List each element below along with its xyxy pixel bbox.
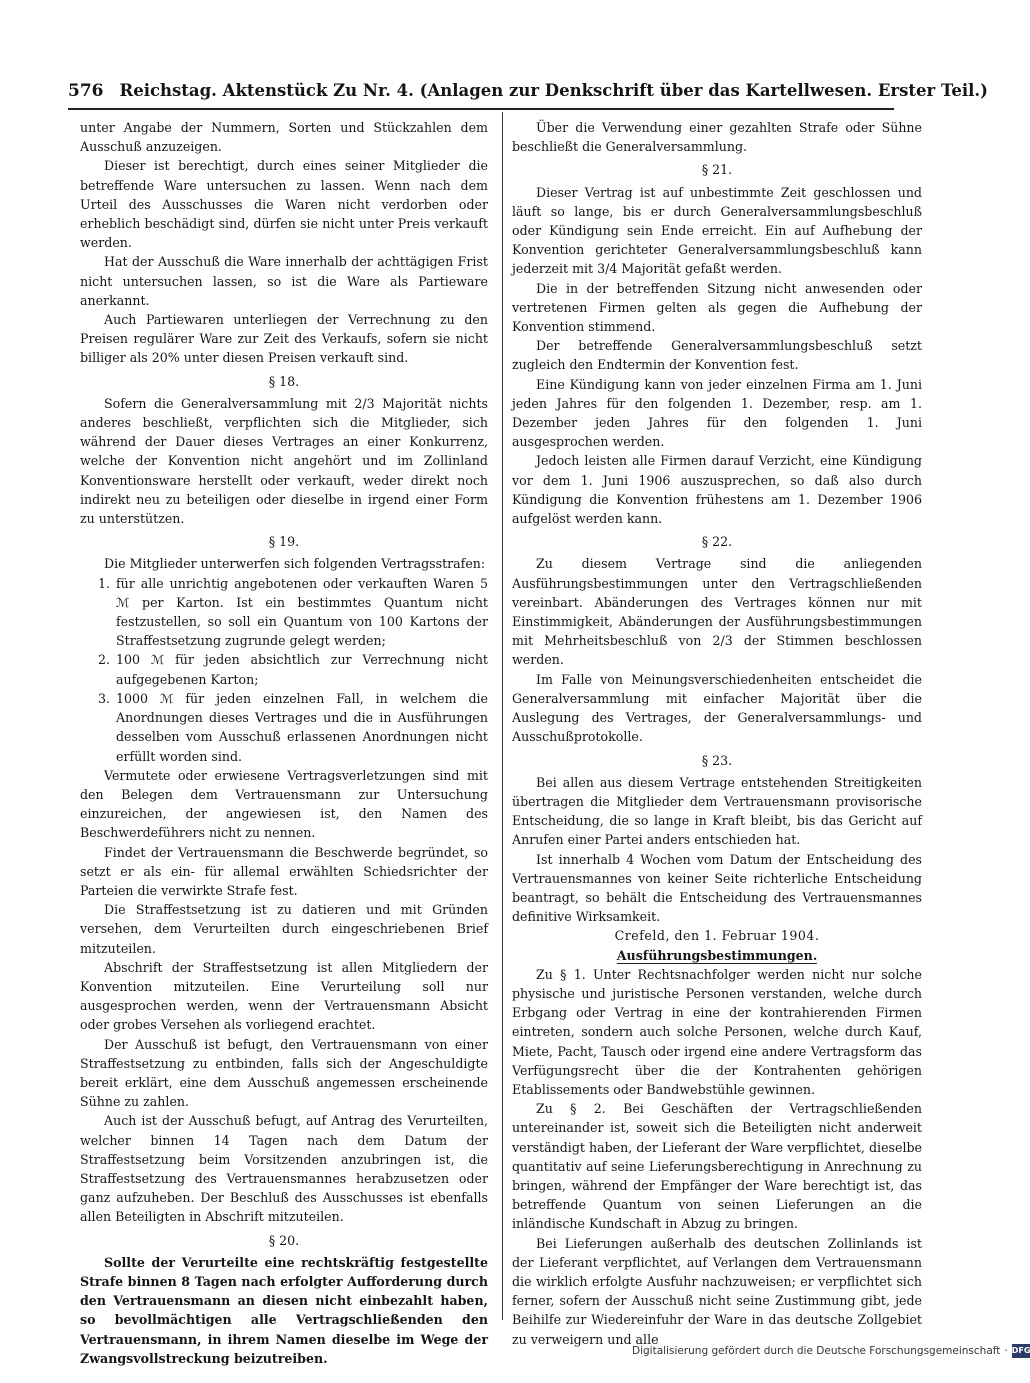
paragraph-sign-heading: § 19.	[268, 534, 300, 550]
paragraph: Die Mitglieder unterwerfen sich folgenden Vertragsstrafen:	[104, 556, 486, 572]
paragraph: Zu § 1. Unter Rechtsnachfolger werden nicht nur solche physische und juristische Personen verstanden, welche durch Erbgang oder Vertrag in eine der kontrahierenden Firmen eintreten, sondern auch solche Personen, welche durch Kauf, Miete, Pacht, Tausch oder irgend eine andere Vertragsform das Verfügungsrecht über die der Kontrahenten gehörigen Etablissements oder Bandwebstühle gewinnen.	[512, 966, 922, 1097]
paragraph: Zu § 2. Bei Geschäften der Vertragschließenden untereinander ist, soweit sich die Beteiligten nicht anderweit verständigt haben, der Lieferant der Ware verpflichtet, dieselbe quantitativ auf seine Lieferungsberechtigung in Anrechnung zu bringen, während der Empfänger der Ware berechtigt ist, das betreffende Quantum von seinen Lieferungen an die inländische Kundschaft in Abzug zu bringen.	[512, 1101, 922, 1232]
running-title: Reichstag. Aktenstück Zu Nr. 4. (Anlagen zur Denkschrift über das Kartellwesen. Erster Teil.)	[119, 81, 988, 100]
paragraph: Bei allen aus diesem Vertrage entstehenden Streitigkeiten übertragen die Mitglieder dem Vertrauensmann provisorische Entscheidung, die so lange in Kraft bleibt, bis das Gericht auf Anrufen einer Partei anders entschieden hat.	[512, 774, 922, 848]
paragraph-sign-heading: § 21.	[701, 162, 733, 178]
paragraph: Abschrift der Straffestsetzung ist allen Mitgliedern der Konvention mitzuteilen. Eine Verurteilung soll nur ausgesprochen werden, wenn der Vertrauensmann Absicht oder grobes Versehen als vorliegend erachtet.	[80, 959, 488, 1033]
paragraph: Der Ausschuß ist befugt, den Vertrauensmann von einer Straffestsetzung zu entbinden, falls sich der Angeschuldigte bereit erklärt, eine dem Ausschuß angemessen erscheinende Sühne zu zahlen.	[80, 1036, 488, 1110]
paragraph: Sofern die Generalversammlung mit 2/3 Majorität nichts anderes beschließt, verpflichten sich die Mitglieder, sich während der Dauer dieses Vertrages an einer Konkurrenz, welche der Konvention nicht angehört und im Zollinland Konventionsware herstellt oder verkauft, weder direkt noch indirekt neu zu beteiligen oder dieselbe in irgend einer Form zu unterstützen.	[80, 395, 488, 527]
paragraph: Die Straffestsetzung ist zu datieren und mit Gründen versehen, dem Verurteilten durch eingeschriebenen Brief mitzuteilen.	[80, 902, 488, 956]
paragraph-sign-heading: § 23.	[701, 752, 733, 768]
left-column	[80, 118, 488, 1368]
paragraph: Über die Verwendung einer gezahlten Strafe oder Sühne beschließt die Generalversammlung.	[512, 120, 922, 155]
paragraph: Zu diesem Vertrage sind die anliegenden Ausführungsbestimmungen unter den Vertragschließenden vereinbart. Abänderungen des Vertrages können nur mit Einstimmigkeit, Abänderungen der Ausführungsbestimmungen mit Mehrheitsbeschluß von 2/3 der Stimmen beschlossen werden.	[512, 556, 922, 668]
paragraph: Jedoch leisten alle Firmen darauf Verzicht, eine Kündigung vor dem 1. Juni 1906 auszusprechen, so daß also durch Kündigung die Konvention frühestens am 1. Dezember 1906 aufgelöst werden kann.	[512, 453, 922, 527]
list-item-text: 1000 ℳ für jeden einzelnen Fall, in welchem die Anordnungen dieses Vertrages und die in Ausführungen desselben vom Ausschuß erlassenen Anordnungen nicht erfüllt worden sind.	[116, 690, 488, 764]
list-item-number: 3.	[98, 690, 111, 706]
section-heading-text: Ausführungsbestimmungen.	[616, 947, 818, 963]
list-item-number: 1.	[98, 575, 111, 591]
list-item	[98, 689, 488, 766]
paragraph: Im Falle von Meinungsverschiedenheiten entscheidet die Generalversammlung mit einfacher Majorität über die Auslegung des Vertrages, der Generalversammlungs- und Ausschußprotokolle.	[512, 671, 922, 745]
paragraph: Ist innerhalb 4 Wochen vom Datum der Entscheidung des Vertrauensmannes von keiner Seite richterliche Entscheidung beantragt, so behält die Entscheidung des Vertrauensmannes definitive Wirksamkeit.	[512, 851, 922, 925]
footer-credit: Digitalisierung gefördert durch die Deutsche Forschungsgemeinschaft	[632, 1345, 1001, 1357]
paragraph: Die in der betreffenden Sitzung nicht anwesenden oder vertretenen Firmen gelten als gegen die Aufhebung der Konvention stimmend.	[512, 280, 922, 335]
paragraph: Findet der Vertrauensmann die Beschwerde begründet, so setzt er als ein- für allemal erwählten Schiedsrichter der Parteien die verwirkte Strafe fest.	[80, 844, 488, 898]
list-item-text: 100 ℳ für jeden absichtlich zur Verrechnung nicht aufgegebenen Karton;	[116, 652, 488, 687]
footer: Digitalisierung gefördert durch die Deutsche Forschungsgemeinschaft · DFG	[632, 1345, 1030, 1357]
running-header	[68, 78, 988, 104]
list-item-text: für alle unrichtig angebotenen oder verkauften Waren 5 ℳ per Karton. Ist ein bestimmtes Quantum nicht festzustellen, so soll ein Quantum von 100 Kartons der Straffestsetzung zugrunde gelegt werden;	[116, 575, 488, 649]
column-divider	[502, 112, 503, 1320]
section-heading	[512, 946, 922, 965]
dfg-logo-icon: DFG	[1012, 1344, 1030, 1358]
paragraph: Der betreffende Generalversammlungsbeschluß setzt zugleich den Endtermin der Konvention fest.	[512, 338, 922, 373]
paragraph: unter Angabe der Nummern, Sorten und Stückzahlen dem Ausschuß anzuzeigen.	[80, 120, 488, 155]
paragraph: Auch Partiewaren unterliegen der Verrechnung zu den Preisen regulärer Ware zur Zeit des Verkaufs, sofern sie nicht billiger als 20% unter diesen Preisen verkauft sind.	[80, 312, 488, 366]
paragraph-sign-heading: § 20.	[268, 1232, 300, 1248]
paragraph: Auch ist der Ausschuß befugt, auf Antrag des Verurteilten, welcher binnen 14 Tagen nach dem Datum der Straffestsetzung beim Vorsitzenden anzubringen ist, die Straffestsetzung des Vertrauensmannes herabzusetzen oder ganz aufzuheben. Der Beschluß des Ausschusses ist ebenfalls allen Beteiligten in Abschrift mitzuteilen.	[80, 1113, 488, 1225]
page-number: 576	[68, 81, 104, 101]
penalty-list	[80, 574, 488, 766]
paragraph: Dieser Vertrag ist auf unbestimmte Zeit geschlossen und läuft so lange, bis er durch Generalversammlungsbeschluß oder Kündigung sein Ende erreicht. Ein auf Aufhebung der Konvention gerichteter Generalversammlungsbeschluß kann jederzeit mit 3/4 Majorität gefaßt werden.	[512, 184, 922, 277]
paragraph: Eine Kündigung kann von jeder einzelnen Firma am 1. Juni jeden Jahres für den folgenden 1. Dezember, resp. am 1. Dezember jeden Jahres für den folgenden 1. Juni ausgesprochen werden.	[512, 376, 922, 450]
paragraph-sign-heading: § 22.	[701, 534, 733, 550]
paragraph: Dieser ist berechtigt, durch eines seiner Mitglieder die betreffende Ware untersuchen zu lassen. Wenn nach dem Urteil des Ausschusses die Waren nicht verdorben oder erheblich beschädigt sind, dürfen sie nicht unter Preis verkauft werden.	[80, 158, 488, 251]
paragraph: Bei Lieferungen außerhalb des deutschen Zollinlands ist der Lieferant verpflichtet, auf Verlangen dem Vertrauensmann die wirklich erfolgte Ausfuhr nachzuweisen; er verpflichtet sich ferner, sofern der Ausschuß nicht seine Zustimmung gibt, jede Beihilfe zur Wiedereinfuhr der Ware in das deutsche Zollgebiet zu verweigern und alle	[512, 1235, 922, 1347]
right-column	[512, 118, 922, 1349]
place-date-line: Crefeld, den 1. Februar 1904.	[614, 928, 820, 944]
list-item	[98, 650, 488, 688]
list-item	[98, 574, 488, 651]
list-item-number: 2.	[98, 652, 111, 668]
paragraph: Sollte der Verurteilte eine rechtskräftig festgestellte Strafe binnen 8 Tagen nach erfolgter Aufforderung durch den Vertrauensmann an diesen nicht einbezahlt haben, so bevollmächtigen alle Vertragschließenden den Vertrauensmann, in ihrem Namen dieselbe im Wege der Zwangsvollstreckung beizutreiben.	[80, 1254, 488, 1366]
paragraph: Vermutete oder erwiesene Vertragsverletzungen sind mit den Belegen dem Vertrauensmann zur Untersuchung einzureichen, der angewiesen ist, den Namen des Beschwerdeführers nicht zu nennen.	[80, 767, 488, 841]
paragraph-sign-heading: § 18.	[268, 373, 300, 389]
header-rule	[68, 108, 894, 110]
paragraph: Hat der Ausschuß die Ware innerhalb der achttägigen Frist nicht untersuchen lassen, so ist die Ware als Partieware anerkannt.	[80, 254, 488, 308]
